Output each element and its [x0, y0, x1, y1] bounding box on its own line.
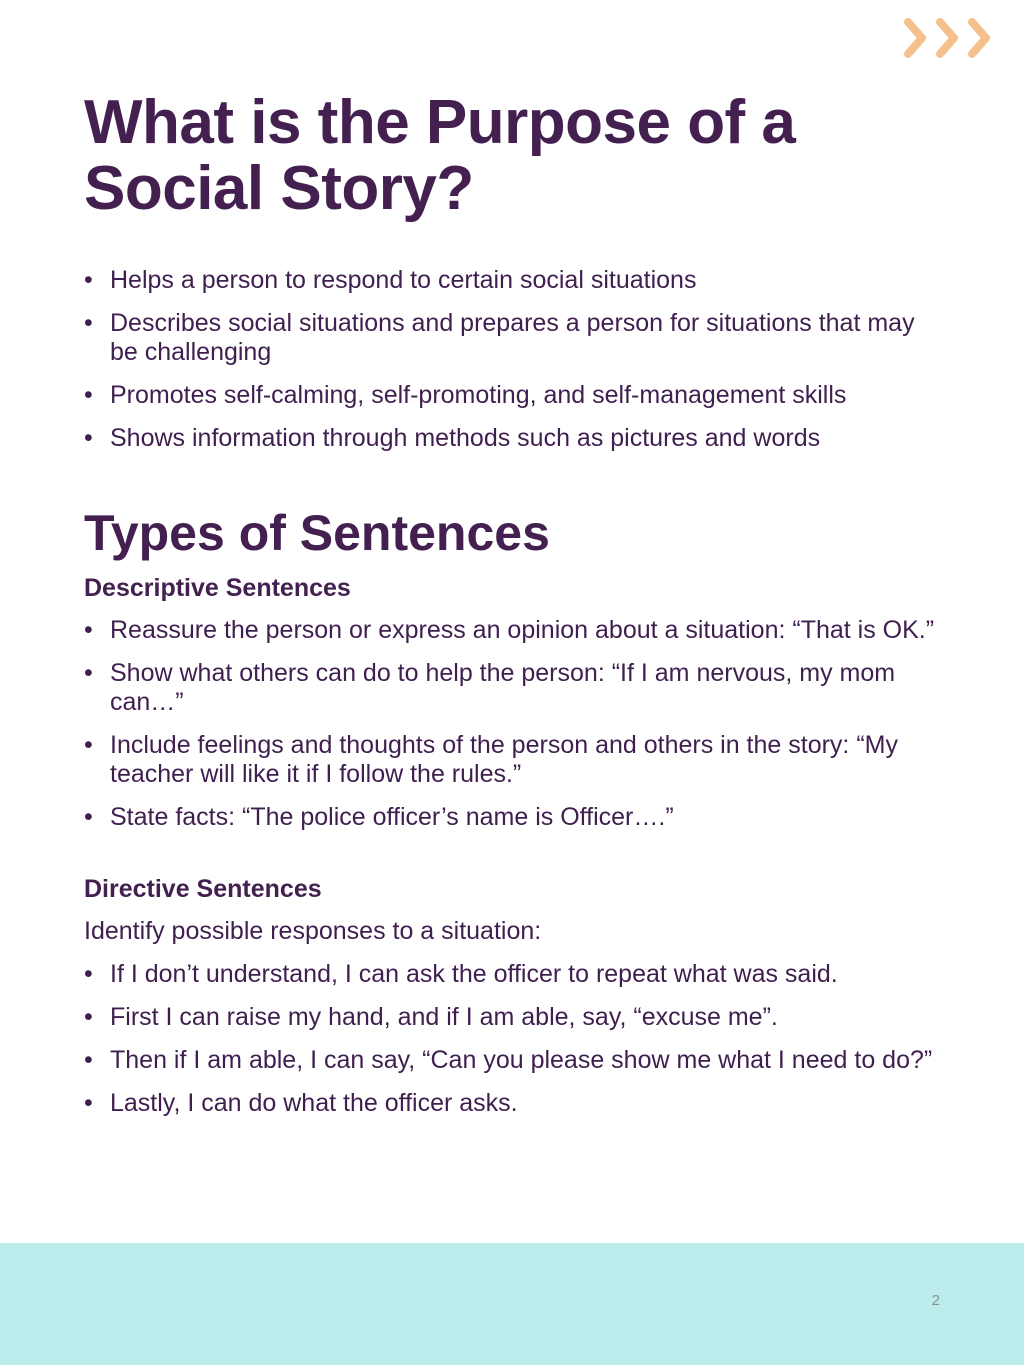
list-item: • State facts: “The police officer’s name is Officer….”	[84, 803, 944, 832]
descriptive-heading: Descriptive Sentences	[84, 574, 351, 602]
list-item: • Show what others can do to help the person: “If I am nervous, my mom can…”	[84, 659, 944, 717]
list-item: • Shows information through methods such as pictures and words	[84, 424, 944, 453]
chevron-right-icon	[900, 16, 1000, 60]
directive-list	[84, 960, 944, 1118]
types-title: Types of Sentences	[84, 505, 550, 561]
list-item: • Promotes self-calming, self-promoting, and self-management skills	[84, 381, 944, 410]
list-item: • Lastly, I can do what the officer asks.	[84, 1089, 944, 1118]
list-item: • First I can raise my hand, and if I am able, say, “excuse me”.	[84, 1003, 944, 1032]
list-item: • Describes social situations and prepares a person for situations that may be challenging	[84, 309, 944, 367]
list-item: • Include feelings and thoughts of the person and others in the story: “My teacher will like it if I follow the rules.”	[84, 731, 944, 789]
list-item: • Reassure the person or express an opinion about a situation: “That is OK.”	[84, 616, 944, 645]
purpose-title: What is the Purpose of a Social Story?	[84, 88, 796, 223]
purpose-list	[84, 266, 944, 453]
descriptive-list	[84, 616, 944, 832]
page-number: 2	[931, 1292, 940, 1309]
list-item: • Helps a person to respond to certain social situations	[84, 266, 944, 295]
footer-band	[0, 1243, 1024, 1365]
slide-content	[84, 90, 944, 1118]
directive-intro: Identify possible responses to a situation:	[84, 917, 542, 945]
directive-heading: Directive Sentences	[84, 875, 322, 903]
list-item: • If I don’t understand, I can ask the officer to repeat what was said.	[84, 960, 944, 989]
list-item: • Then if I am able, I can say, “Can you please show me what I need to do?”	[84, 1046, 944, 1075]
